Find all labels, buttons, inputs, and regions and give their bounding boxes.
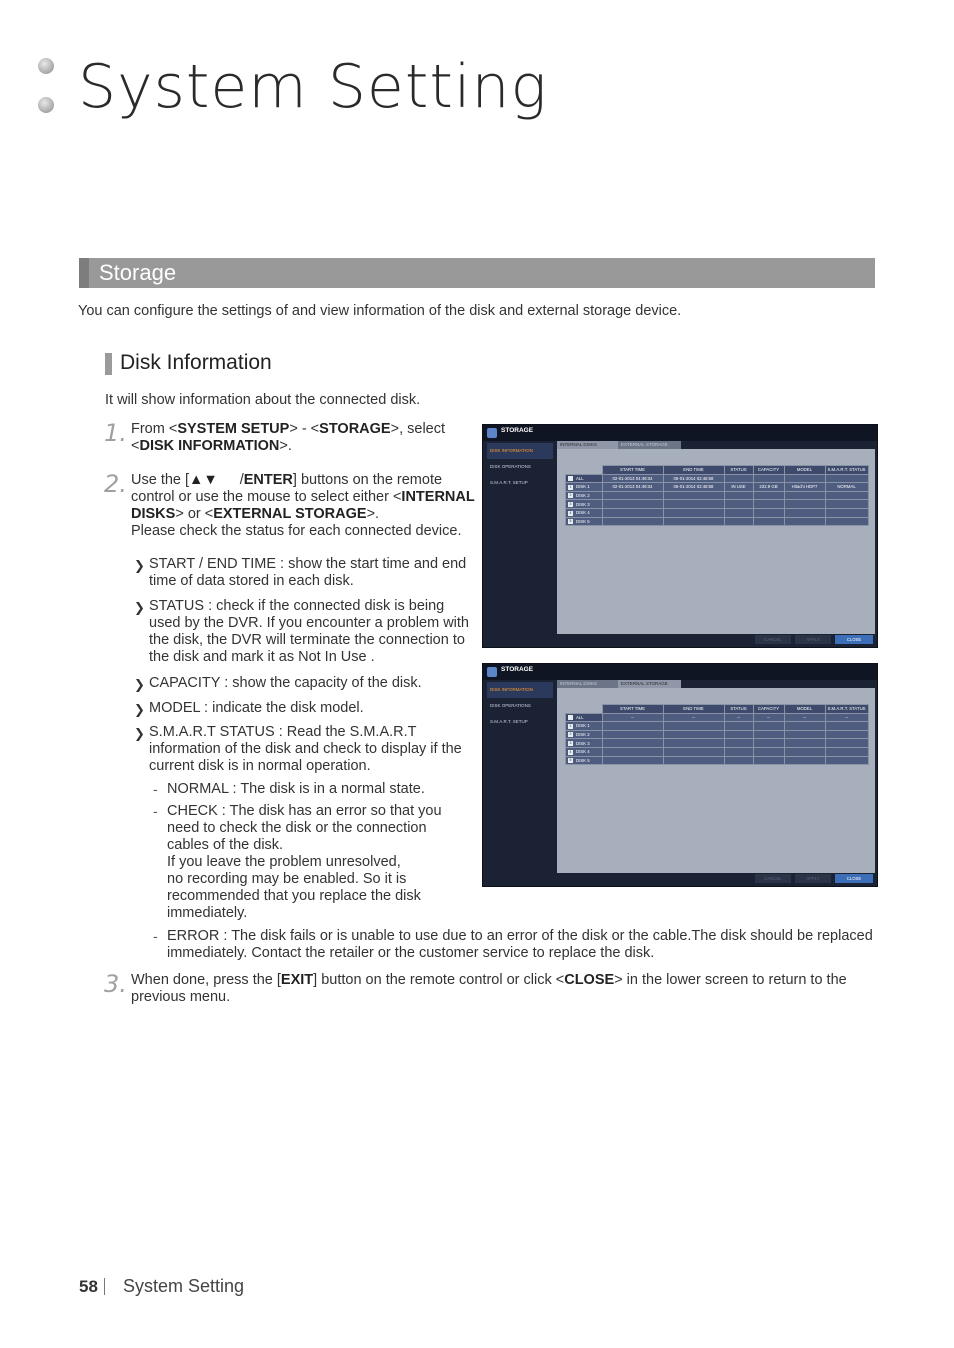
checkbox[interactable]: 4 [569,749,572,754]
subsection-title: Disk Information [120,351,272,374]
text: control or use the mouse to select either < [131,489,402,505]
cell [825,739,868,748]
cell [784,474,825,483]
screen-title: STORAGE [501,427,534,434]
text: >. [366,506,380,522]
text: no recording may be enabled. So it is [167,871,407,887]
cell [825,756,868,765]
cell [784,500,825,509]
menu-name: EXTERNAL STORAGE [213,506,367,522]
sub-bullet-normal [167,781,425,798]
footer-divider [104,1278,105,1295]
text: the disk and mark it as Not In Use . [149,649,375,665]
step-number: 2. [104,470,127,498]
bullet-smart-status [149,724,462,775]
text: time of data stored in each disk. [149,573,354,589]
screen-menu [487,443,553,491]
text: recommended that you replace the disk [167,888,421,904]
table-row[interactable] [566,756,869,765]
column-header: MODEL [784,466,825,475]
sub-bullet-check [167,803,442,922]
cell [784,747,825,756]
cell: -- [724,713,753,722]
tab-internal-disks[interactable]: INTERNAL DISKS [557,680,620,688]
menu-item-smart-setup[interactable]: S.M.A.R.T. SETUP [490,719,528,724]
table-row[interactable] [566,491,869,500]
cell [663,722,724,731]
column-header: MODEL [784,705,825,714]
table-row[interactable] [566,739,869,748]
cell [602,500,663,509]
cell [753,747,784,756]
cell [724,517,753,526]
text: immediately. [167,905,248,921]
cell [724,474,753,483]
cell [602,747,663,756]
menu-name: CLOSE [564,972,615,988]
row-name: DISK 5 [576,757,590,763]
chevron-icon: ❯ [134,726,145,741]
row-name: DISK 4 [576,510,590,516]
cell: 02-01-2013 04:49:34 [602,483,663,492]
menu-name: DISKS [131,506,176,522]
title-bullet-icon [38,97,54,113]
checkbox[interactable] [568,715,573,720]
text: / [239,472,244,488]
cell [753,491,784,500]
section-bar [79,258,875,288]
cell [784,739,825,748]
table-row[interactable] [566,713,869,722]
screen-title: STORAGE [501,666,534,673]
cell [602,722,663,731]
text: used by the DVR. If you encounter a problem with [149,615,469,631]
checkbox[interactable]: 1 [569,723,572,728]
cell [724,747,753,756]
tab-internal-disks[interactable]: INTERNAL DISKS [557,441,620,449]
chevron-icon: ❯ [134,600,145,615]
text: Please check the status for each connected device. [131,523,462,539]
cell [663,508,724,517]
cell [724,491,753,500]
text: STATUS : check if the connected disk is being [149,598,445,614]
table-row[interactable] [566,722,869,731]
text: ] buttons on the remote [292,472,443,488]
text: NORMAL : The disk is in a normal state. [167,781,425,797]
cell [825,722,868,731]
text: From < [131,421,178,437]
checkbox[interactable]: 4 [569,510,572,515]
column-header: CAPACITY [753,466,784,475]
bullet-capacity [149,675,422,692]
key-name: ENTER [243,472,293,488]
bullet-model [149,700,364,717]
text: >. [279,438,292,454]
apply-button[interactable]: APPLY [795,874,831,883]
apply-button[interactable]: APPLY [795,635,831,644]
cell [784,722,825,731]
close-button[interactable]: CLOSE [835,874,873,883]
column-header: S.M.A.R.T. STATUS [825,466,868,475]
checkbox[interactable]: 1 [569,484,572,489]
cell [724,722,753,731]
step-1-text [131,421,445,455]
disk-table [565,465,869,526]
cell [784,756,825,765]
disk-panel [557,442,875,634]
menu-name: DISK INFORMATION [139,438,280,454]
screen-menu [487,682,553,730]
cell [825,500,868,509]
row-name: ALL [576,714,584,720]
row-name: DISK 2 [576,493,590,499]
text: information of the disk and check to display if the [149,741,462,757]
text: ] button on the remote control or click < [313,972,565,988]
column-header: CAPACITY [753,705,784,714]
chevron-icon: ❯ [134,677,145,692]
table-row[interactable] [566,508,869,517]
cell: 232.9 GB [753,483,784,492]
page-number: 58 [79,1277,98,1296]
cell: -- [825,713,868,722]
bullet-start-end-time [149,556,466,590]
checkbox[interactable]: 5 [569,519,572,524]
step-2-text [131,472,475,540]
cell [724,739,753,748]
cell [825,491,868,500]
cell [825,474,868,483]
footer-chapter-name: System Setting [123,1276,245,1296]
text: CAPACITY : show the capacity of the disk. [149,675,422,691]
text: START / END TIME : show the start time and end [149,556,467,572]
cell: -- [753,713,784,722]
text: > - < [289,421,320,437]
row-name: DISK 5 [576,518,590,524]
column-header: STATUS [724,705,753,714]
table-row[interactable] [566,483,869,492]
disk-table [565,704,869,765]
cell [753,722,784,731]
text: ERROR : The disk fails or is unable to use due to an error of the disk or the cable.The disk should be replaced [167,928,873,944]
cell [602,756,663,765]
cell [784,491,825,500]
arrow-keys: ▲▼ [189,472,218,488]
cell [724,756,753,765]
table-row[interactable] [566,474,869,483]
cell [663,747,724,756]
cell [663,739,724,748]
cell [784,517,825,526]
text: > in the lower screen to return to the [614,972,847,988]
menu-item-disk-information[interactable]: DISK INFORMATION [487,682,553,698]
row-name: DISK 2 [576,732,590,738]
step-number: 3. [104,970,127,998]
sub-bullet-error [167,928,873,962]
table-row[interactable] [566,500,869,509]
text: CHECK : The disk has an error so that you [167,803,442,819]
table-row[interactable] [566,747,869,756]
menu-name: STORAGE [319,421,391,437]
text: immediately. Contact the retailer or the customer service to replace the disk. [167,945,655,961]
bullet-status [149,598,469,666]
cell [602,517,663,526]
cell [825,730,868,739]
cell [663,756,724,765]
storage-screen-external [482,663,878,887]
cell [724,500,753,509]
title-bullet-icon [38,58,54,74]
text: need to check the disk or the connection [167,820,427,836]
disk-panel [557,681,875,873]
step-3-text [131,972,847,1006]
cell [663,517,724,526]
table-row[interactable] [566,517,869,526]
key-name: EXIT [280,972,314,988]
checkbox[interactable]: 3 [569,502,572,507]
row-name: DISK 1 [576,723,590,729]
row-name: DISK 3 [576,740,590,746]
storage-screen-internal [482,424,878,648]
text: the disk, the DVR will terminate the connection to [149,632,465,648]
text: < [131,438,140,454]
text: previous menu. [131,989,231,1005]
cell [753,474,784,483]
menu-item-disk-operations[interactable]: DISK OPERATIONS [490,703,531,708]
cell [663,730,724,739]
cell: -- [602,713,663,722]
column-header: END TIME [663,705,724,714]
text: When done, press the [ [131,972,281,988]
cell [602,508,663,517]
chevron-icon: ❯ [134,558,145,573]
text: Use the [ [131,472,190,488]
cell [663,500,724,509]
cancel-button[interactable]: CANCEL [755,874,791,883]
cell [753,517,784,526]
cell: NORMAL [825,483,868,492]
cell [724,508,753,517]
row-name: DISK 3 [576,501,590,507]
section-bar-marker [79,258,89,288]
cell: 05-01-2014 02:48:58 [663,474,724,483]
tab-external-storage[interactable]: EXTERNAL STORAGE [618,441,681,449]
cell [825,508,868,517]
cell [753,730,784,739]
text: > or < [175,506,214,522]
checkbox[interactable]: 3 [569,741,572,746]
menu-name: INTERNAL [401,489,475,505]
row-name: DISK 4 [576,749,590,755]
cell [602,491,663,500]
checkbox[interactable]: 5 [569,758,572,763]
chevron-icon: ❯ [134,702,145,717]
subsection-marker [105,353,112,375]
cell [825,517,868,526]
cell [825,747,868,756]
column-header: S.M.A.R.T. STATUS [825,705,868,714]
cell: 05-01-2014 02:48:58 [663,483,724,492]
cell [753,508,784,517]
menu-item-disk-information[interactable]: DISK INFORMATION [487,443,553,459]
menu-name: SYSTEM SETUP [177,421,290,437]
cell [602,730,663,739]
cell: IN USE [724,483,753,492]
cell: -- [784,713,825,722]
screen-header [483,664,877,680]
row-name: ALL [576,475,584,481]
text: current disk is in normal operation. [149,758,371,774]
cell [753,500,784,509]
column-header: END TIME [663,466,724,475]
close-button[interactable]: CLOSE [835,635,873,644]
dash-marker: - [153,781,158,797]
text: MODEL : indicate the disk model. [149,700,364,716]
checkbox[interactable]: 2 [569,493,572,498]
screen-header [483,425,877,441]
cell: -- [663,713,724,722]
storage-icon [487,428,497,438]
subsection-intro: It will show information about the connected disk. [105,392,421,408]
menu-item-smart-setup[interactable]: S.M.A.R.T. SETUP [490,480,528,485]
cell [784,508,825,517]
text: >, select [390,421,446,437]
text: cables of the disk. [167,837,284,853]
page-title: System Setting [78,52,548,122]
cancel-button[interactable]: CANCEL [755,635,791,644]
column-header: START TIME [602,466,663,475]
dash-marker: - [153,803,158,819]
cell [784,730,825,739]
cell [753,739,784,748]
checkbox[interactable] [568,476,573,481]
table-row[interactable] [566,730,869,739]
storage-icon [487,667,497,677]
cell: 02-01-2013 04:49:34 [602,474,663,483]
cell [663,491,724,500]
column-header: STATUS [724,466,753,475]
step-number: 1. [104,419,127,447]
cell [753,756,784,765]
cell: Hitachi HDP7 [784,483,825,492]
tab-external-storage[interactable]: EXTERNAL STORAGE [618,680,681,688]
menu-item-disk-operations[interactable]: DISK OPERATIONS [490,464,531,469]
cell [602,739,663,748]
column-header: START TIME [602,705,663,714]
text: S.M.A.R.T STATUS : Read the S.M.A.R.T [149,724,417,740]
row-name: DISK 1 [576,484,590,490]
cell [724,730,753,739]
checkbox[interactable]: 2 [569,732,572,737]
text: If you leave the problem unresolved, [167,854,401,870]
section-title: Storage [99,260,177,285]
dash-marker: - [153,928,158,944]
section-intro: You can configure the settings of and view information of the disk and external storage device. [78,303,682,319]
